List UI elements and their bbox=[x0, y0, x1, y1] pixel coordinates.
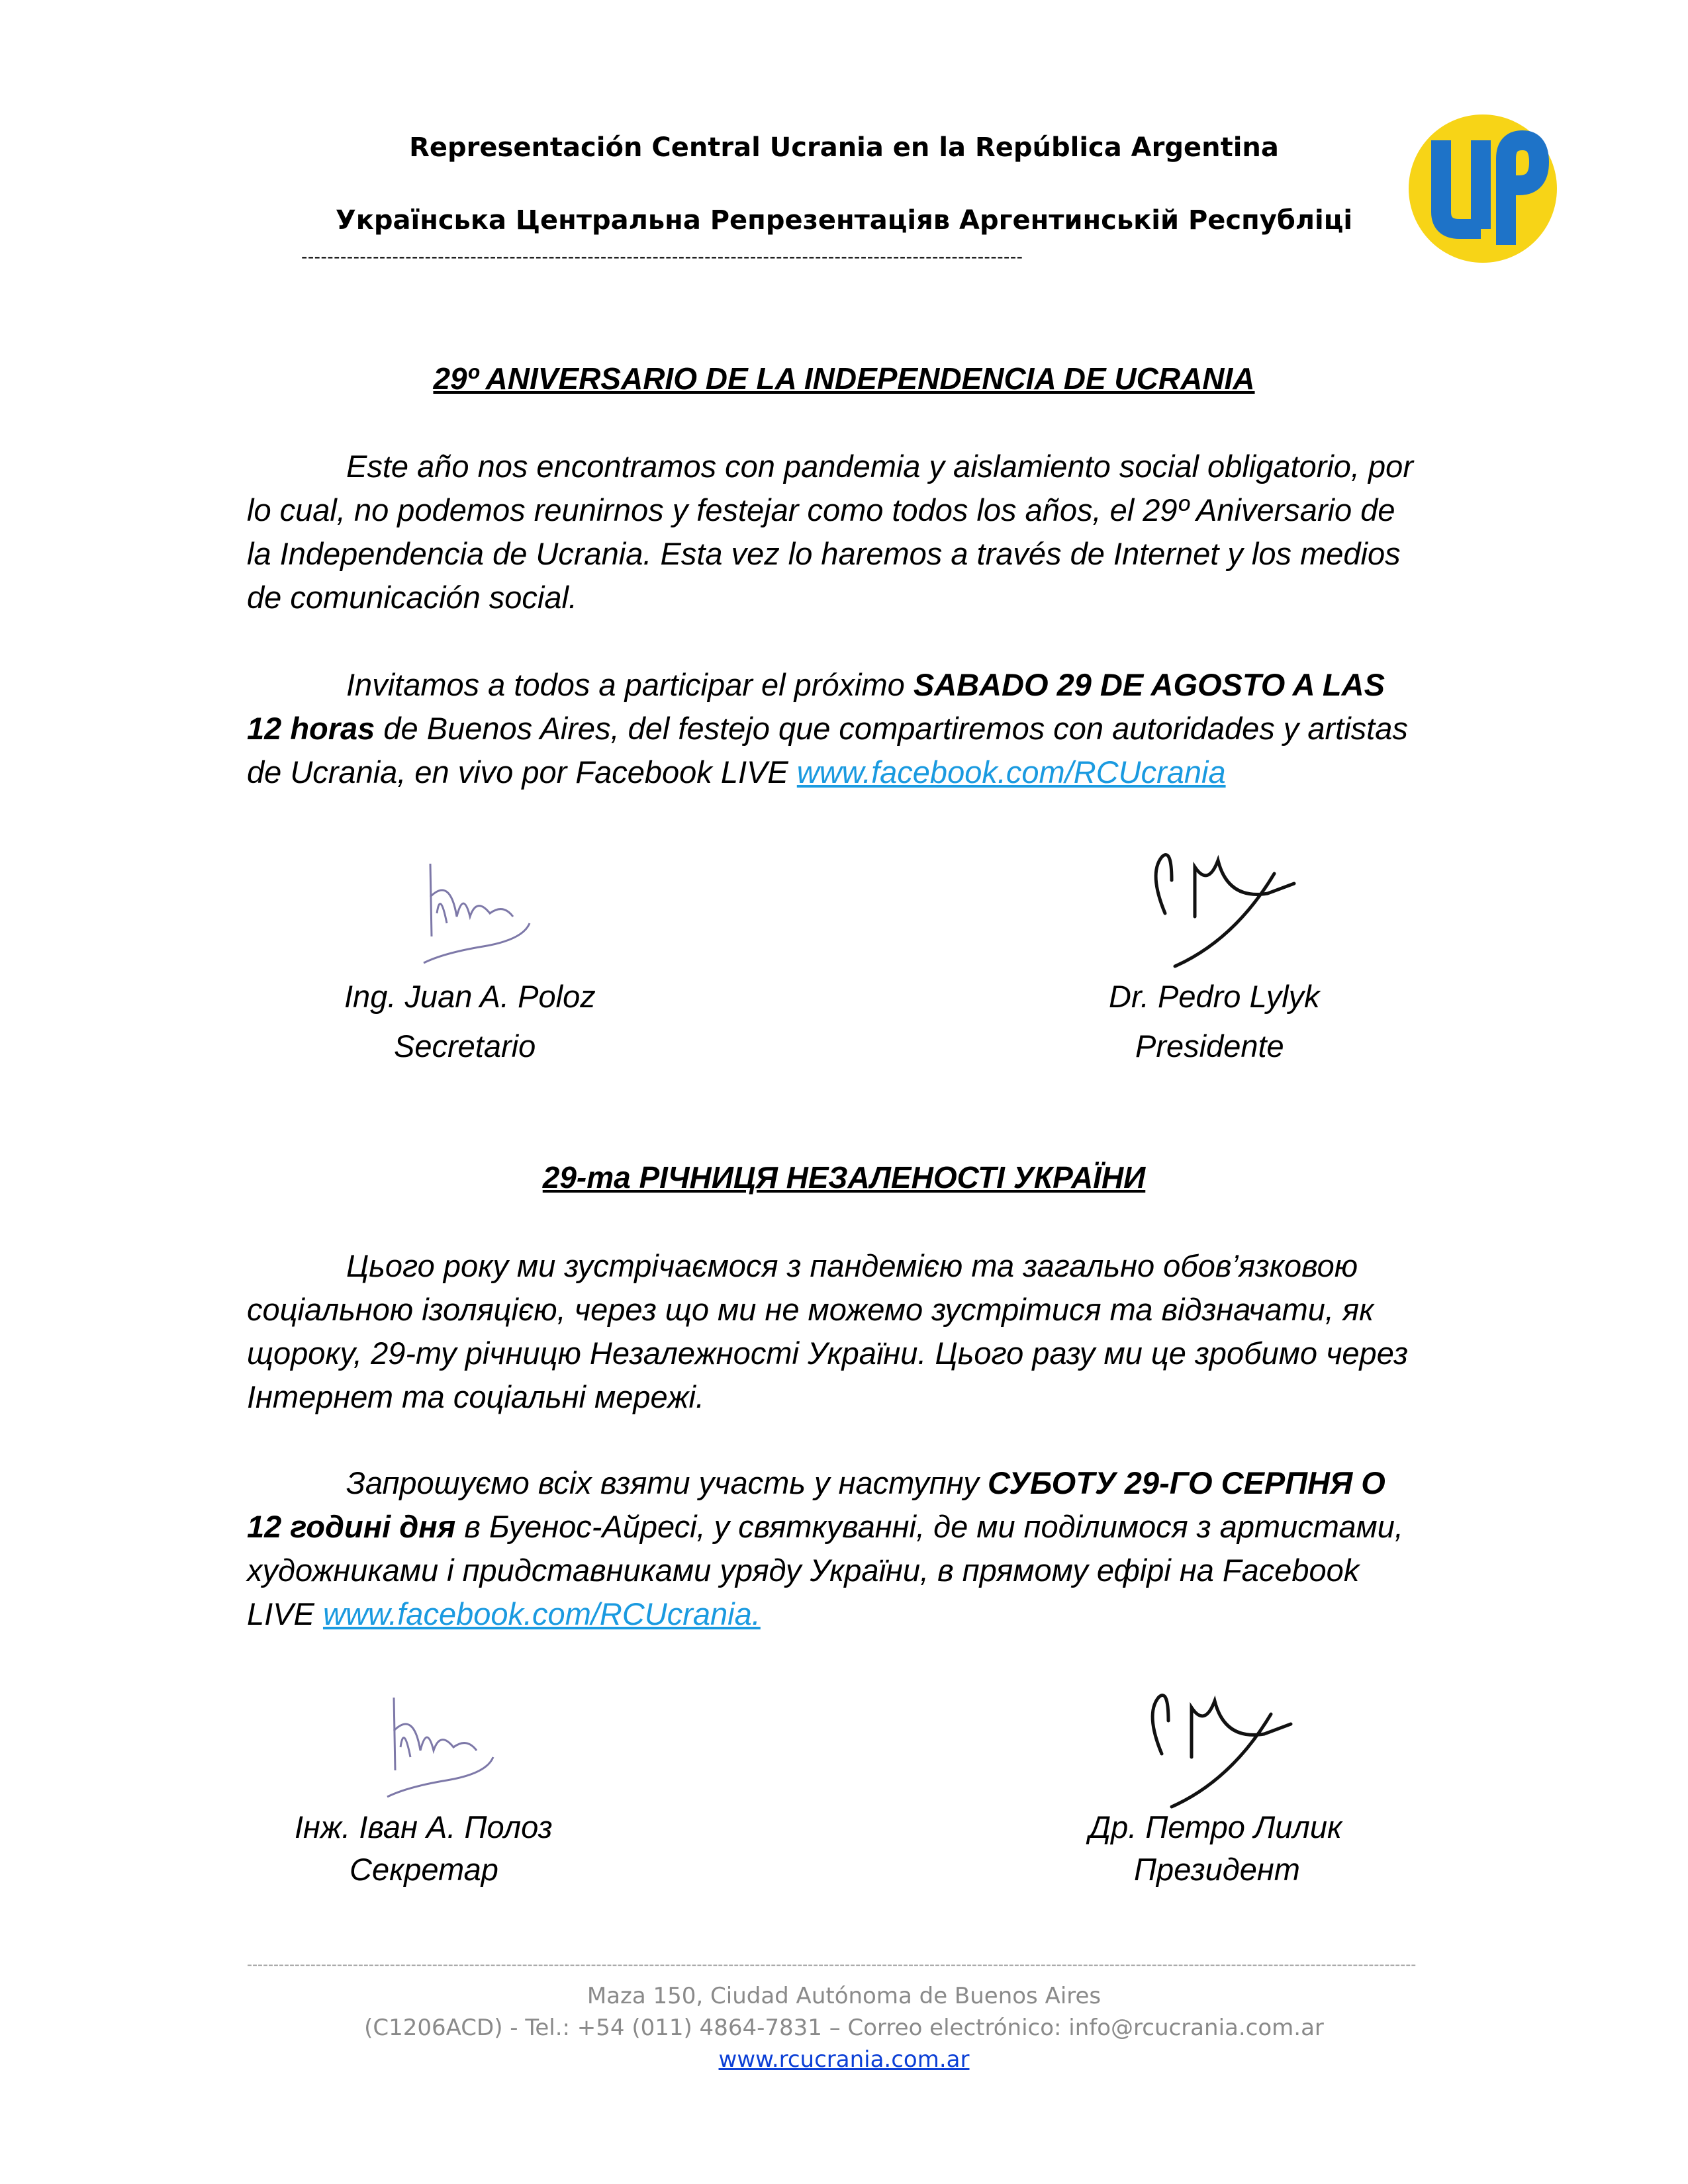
signature-lylyk-uk bbox=[1132, 1681, 1304, 1813]
signature-lylyk-es bbox=[1135, 841, 1307, 973]
section-title-es: 29º ANIVERSARIO DE LA INDEPENDENCIA DE UCRANIA bbox=[433, 361, 1255, 396]
signatory-name-right-es: Dr. Pedro Lylyk bbox=[1109, 979, 1320, 1014]
footer-separator: ----------------------------------------------------------------------------------------------------------------------------------------------------------------------------------------------------------------------------- bbox=[247, 1956, 1417, 1974]
ucr-logo-icon bbox=[1407, 113, 1559, 265]
facebook-link-uk[interactable]: www.facebook.com/RCUcrania. bbox=[322, 1596, 761, 1631]
section-title-uk: 29-та РІЧНИЦЯ НЕЗАЛЕНОСТІ УКРАЇНИ bbox=[542, 1160, 1146, 1195]
footer-website-link[interactable]: www.rcucrania.com.ar bbox=[718, 2046, 970, 2073]
signatory-name-left-uk: Інж. Іван А. Полоз bbox=[295, 1809, 553, 1844]
paragraph-es-2: Invitamos a todos a participar el próximo SABADO 29 DE AGOSTO A LAS 12 horas de Buenos Aires, del festejo que compartiremos con autoridades y artistas de Ucrania, en vivo por Facebook LIVE www.facebook.com/RCUcrania bbox=[247, 667, 1408, 790]
paragraph-es-1: Este año nos encontramos con pandemia y aislamiento social obligatorio, por lo cual, no podemos reunirnos y festejar como todos los años, el 29º Aniversario de la Independencia de Ucrania. Esta vez lo haremos a través de Internet y los medios de comunicación social. bbox=[247, 449, 1413, 615]
event-date-uk: СУБОТУ 29-ГО СЕРПНЯ О 12 годині дня bbox=[247, 1465, 1385, 1544]
signature-poloz-uk bbox=[354, 1684, 500, 1810]
org-name-uk: Українська Центральна Репрезентаціяв Аргентинській Республіці bbox=[335, 205, 1353, 236]
header-separator: --------------------------------------------------------------------------------------------------------------- bbox=[301, 246, 1023, 267]
signatory-name-left-es: Ing. Juan A. Poloz bbox=[344, 979, 596, 1014]
footer-contact: (C1206ACD) - Tel.: +54 (011) 4864-7831 – Correo electrónico: info@rcucrania.com.ar bbox=[364, 2015, 1324, 2041]
signatory-role-right-uk: Президент bbox=[1134, 1852, 1300, 1887]
signature-poloz-es bbox=[391, 850, 536, 976]
signatory-role-left-es: Secretario bbox=[394, 1028, 536, 1064]
signatory-name-right-uk: Др. Петро Лилик bbox=[1089, 1809, 1342, 1844]
event-date-es: SABADO 29 DE AGOSTO A LAS 12 horas bbox=[247, 667, 1385, 746]
paragraph-uk-1: Цього року ми зустрічаємося з пандемією та загально обов’язковою соціальною ізоляцією, через що ми не можемо зустрітися та відзначати, як щороку, 29-ту річницю Незалежності України. Цього разу ми це зробимо через Інтернет та соціальні мережі. bbox=[247, 1248, 1409, 1414]
signatory-role-left-uk: Секретар bbox=[350, 1852, 498, 1887]
signatory-role-right-es: Presidente bbox=[1135, 1028, 1284, 1064]
facebook-link-es[interactable]: www.facebook.com/RCUcrania bbox=[796, 754, 1226, 790]
org-name-es: Representación Central Ucrania en la República Argentina bbox=[409, 132, 1279, 163]
paragraph-uk-2: Запрошуємо всіх взяти участь у наступну СУБОТУ 29-ГО СЕРПНЯ О 12 годині дня в Буенос-Айресі, у святкуванні, де ми поділимося з артистами, художниками і придставниками уряду України, в прямому ефірі на Facebook LIVE www.facebook.com/RCUcrania. bbox=[247, 1465, 1403, 1631]
footer-address: Maza 150, Ciudad Autónoma de Buenos Aires bbox=[586, 1983, 1102, 2009]
